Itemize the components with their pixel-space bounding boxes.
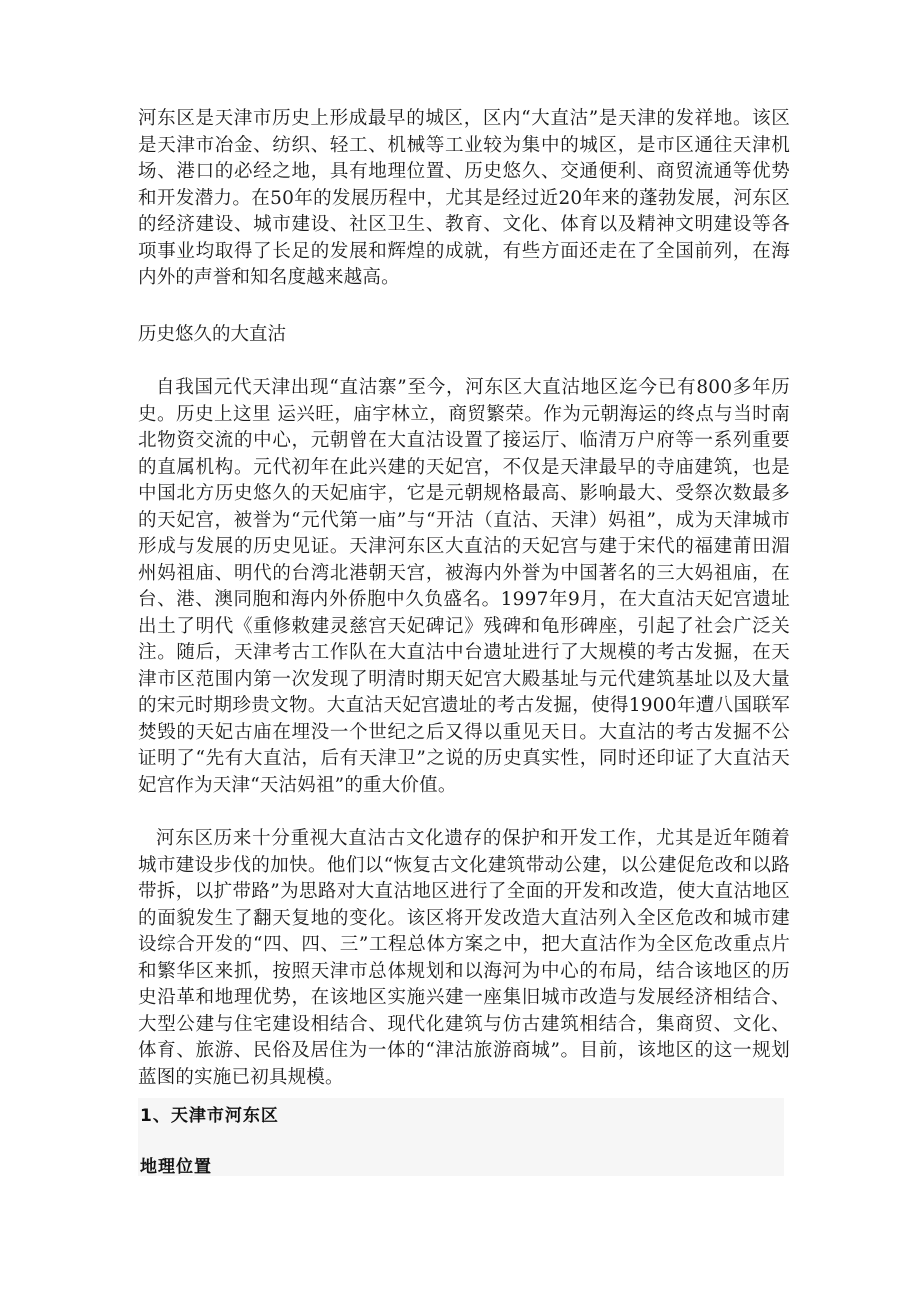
section-subtitle: 地理位置 xyxy=(140,1157,212,1177)
section-title: 1、天津市河东区 xyxy=(140,1106,279,1126)
development-paragraph: 河东区历来十分重视大直沽古文化遗存的保护和开发工作，尤其是近年随着城市建设步伐的加快。他们以“恢复古文化建筑带动公建，以公建促危改和以路带拆，以扩带路”为思路对大直沽地区进行了全面的开发和改造，使大直沽地区的面貌发生了翻天复地的变化。该区将开发改造大直沽列入全区危改和城市建设综合开发的“四、四、三”工程总体方案之中，把大直沽作为全区危改重点片和繁华区来抓，按照天津市总体规划和以海河为中心的布局，结合该地区的历史沿革和地理优势，在该地区实施兴建一座集旧城市改造与发展经济相结合、大型公建与住宅建设相结合、现代化建筑与仿古建筑相结合，集商贸、文化、体育、旅游、民俗及居住为一体的“津沽旅游商城”。目前，该地区的这一规划蓝图的实施已初具规模。 xyxy=(138,828,790,1088)
history-heading: 历史悠久的大直沽 xyxy=(138,323,287,345)
intro-paragraph: 河东区是天津市历史上形成最早的城区，区内“大直沽”是天津的发祥地。该区是天津市冶金、纺织、轻工、机械等工业较为集中的城区，是市区通往天津机场、港口的必经之地，具有地理位置、历史悠久、交通便利、商贸流通等优势和开发潜力。在50年的发展历程中，尤其是经过近20年来的蓬勃发展，河东区的经济建设、城市建设、社区卫生、教育、文化、体育以及精神文明建设等各项事业均取得了长足的发展和辉煌的成就，有些方面还走在了全国前列，在海内外的声誉和知名度越来越高。 xyxy=(138,108,790,288)
document-body xyxy=(138,106,790,1091)
history-paragraph: 自我国元代天津出现“直沽寨”至今，河东区大直沽地区迄今已有800多年历史。历史上这里 运兴旺，庙宇林立，商贸繁荣。作为元朝海运的终点与当时南北物资交流的中心，元朝曾在大直沽设置了接运厅、临清万户府等一系列重要的直属机构。元代初年在此兴建的天妃宫，不仅是天津最早的寺庙建筑，也是中国北方历史悠久的天妃庙宇，它是元朝规格最高、影响最大、受祭次数最多的天妃宫，被誉为“元代第一庙”与“开沽（直沽、天津）妈祖”，成为天津城市形成与发展的历史见证。天津河东区大直沽的天妃宫与建于宋代的福建莆田湄州妈祖庙、明代的台湾北港朝天宫，被海内外誉为中国著名的三大妈祖庙，在台、港、澳同胞和海内外侨胞中久负盛名。1997年9月，在大直沽天妃宫遗址出土了明代《重修敕建灵慈宫天妃碑记》残碑和龟形碑座，引起了社会广泛关注。随后，天津考古工作队在大直沽中台遗址进行了大规模的考古发掘，在天津市区范围内第一次发现了明清时期天妃宫大殿基址与元代建筑基址以及大量的宋元时期珍贵文物。大直沽天妃宫遗址的考古发掘，使得1900年遭八国联军焚毁的天妃古庙在埋没一个世纪之后又得以重见天日。大直沽的考古发掘不公证明了“先有大直沽，后有天津卫”之说的历史真实性，同时还印证了大直沽天妃宫作为天津“天沽妈祖”的重大价值。 xyxy=(138,377,790,796)
